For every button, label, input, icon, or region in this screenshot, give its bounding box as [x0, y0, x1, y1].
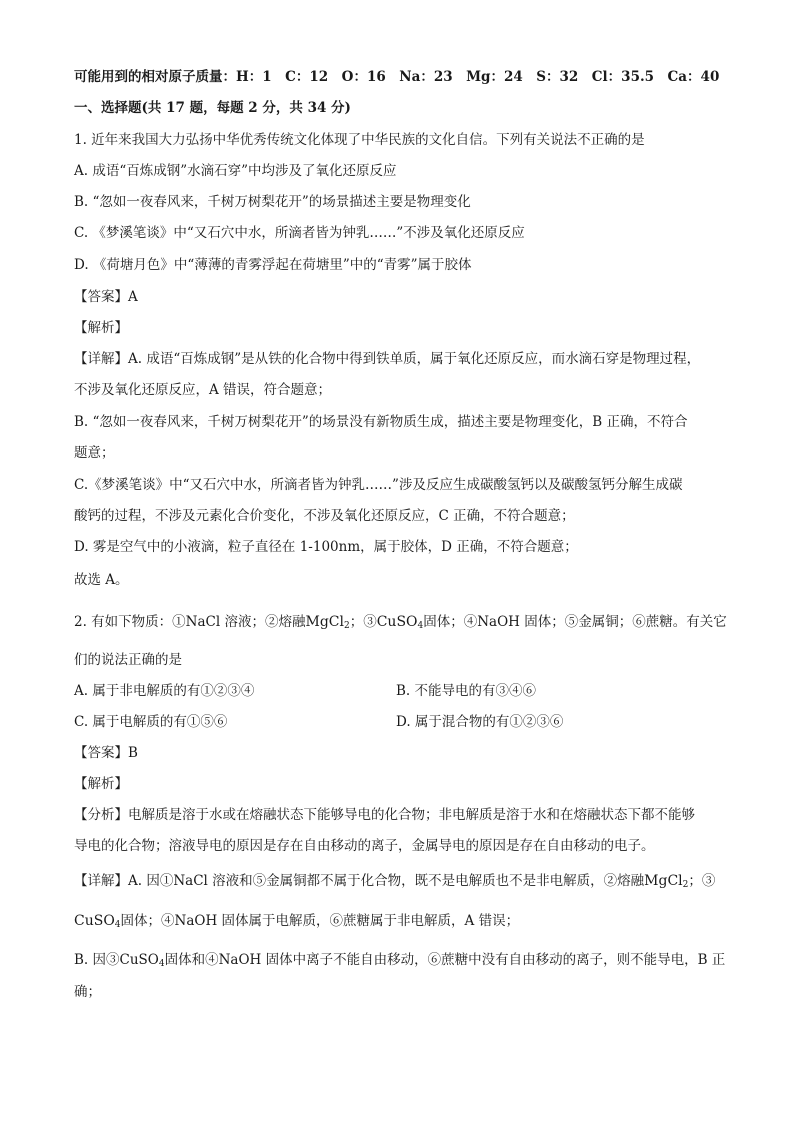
- q2-option-b: B. 不能导电的有③④⑥: [396, 683, 537, 699]
- formula-cuso4: CuSO$_4$: [376, 614, 424, 631]
- q2-detail-line: 【详解】A. 因①NaCl 溶液和⑤金属铜都不属于化合物，既不是电解质也不是非电解质，②熔融MgCl$_2$；③: [74, 873, 716, 890]
- q1-analysis-label: 【解析】: [74, 320, 128, 336]
- q1-detail-line: 不涉及氧化还原反应，A 错误，符合题意；: [74, 382, 332, 398]
- q2-stem-line-1: 2. 有如下物质：①NaCl 溶液；②熔融MgCl$_2$；③CuSO$_4$固体；④NaOH 固体；⑤金属铜；⑥蔗糖。有关它: [74, 614, 727, 631]
- q2-answer: 【答案】B: [74, 745, 138, 761]
- q2-detail-line: 确；: [74, 984, 101, 1000]
- q1-stem: 1. 近年来我国大力弘扬中华优秀传统文化体现了中华民族的文化自信。下列有关说法不正确的是: [74, 132, 645, 148]
- q1-detail-line: 【详解】A. 成语“百炼成钢”是从铁的化合物中得到铁单质，属于氧化还原反应，而水滴石穿是物理过程，: [74, 351, 701, 367]
- section-heading: 一、选择题(共 17 题，每题 2 分，共 34 分): [74, 100, 351, 116]
- q2-stem-text: 2. 有如下物质：①NaCl 溶液；②熔融: [74, 614, 306, 630]
- q1-option-d: D. 《荷塘月色》中“薄薄的青雾浮起在荷塘里”中的“青雾”属于胶体: [74, 257, 472, 273]
- q1-detail-line: 酸钙的过程，不涉及元素化合价变化，不涉及氧化还原反应，C 正确，不符合题意；: [74, 508, 575, 524]
- q1-option-a: A. 成语“百炼成钢”水滴石穿”中均涉及了氧化还原反应: [74, 163, 397, 179]
- q2-option-a: A. 属于非电解质的有①②③④: [74, 683, 255, 699]
- formula-mgcl2: MgCl$_2$: [644, 873, 689, 890]
- q1-detail-line: B. “忽如一夜春风来，千树万树梨花开”的场景没有新物质生成，描述主要是物理变化，B 正确，不符合: [74, 414, 688, 430]
- atomic-mass-line: 可能用到的相对原子质量：H：1 C：12 O：16 Na：23 Mg：24 S：32 Cl：35.5 Ca：40: [74, 69, 720, 85]
- q1-conclusion: 故选 A。: [74, 572, 129, 588]
- q2-stem-line-2: 们的说法正确的是: [74, 652, 182, 668]
- q2-option-c: C. 属于电解质的有①⑤⑥: [74, 714, 228, 730]
- q2-fenxi-line: 【分析】电解质是溶于水或在熔融状态下能够导电的化合物；非电解质是溶于水和在熔融状态下都不能够: [74, 807, 695, 823]
- q2-option-d: D. 属于混合物的有①②③⑥: [396, 714, 564, 730]
- q2-analysis-label: 【解析】: [74, 776, 128, 792]
- q1-option-b: B. “忽如一夜春风来，千树万树梨花开”的场景描述主要是物理变化: [74, 194, 471, 210]
- q2-fenxi-line: 导电的化合物；溶液导电的原因是存在自由移动的离子，金属导电的原因是存在自由移动的电子。: [74, 838, 655, 854]
- formula-cuso4: CuSO$_4$: [74, 913, 121, 930]
- q1-option-c: C. 《梦溪笔谈》中“又石穴中水，所滴者皆为钟乳……”不涉及氧化还原反应: [74, 225, 525, 241]
- formula-mgcl2: MgCl$_2$: [305, 614, 350, 631]
- q1-detail-line: D. 雾是空气中的小液滴，粒子直径在 1-100nm，属于胶体，D 正确，不符合题意；: [74, 539, 578, 555]
- q1-detail-line: C.《梦溪笔谈》中“又石穴中水，所滴者皆为钟乳……”涉及反应生成碳酸氢钙以及碳酸氢钙分解生成碳: [74, 477, 683, 493]
- q1-detail-line: 题意；: [74, 445, 115, 461]
- q2-detail-line: B. 因③CuSO$_4$固体和④NaOH 固体中离子不能自由移动，⑥蔗糖中没有自由移动的离子，则不能导电，B 正: [74, 952, 726, 969]
- q2-detail-line: CuSO$_4$固体；④NaOH 固体属于电解质，⑥蔗糖属于非电解质，A 错误；: [74, 913, 520, 930]
- q1-answer: 【答案】A: [74, 289, 138, 305]
